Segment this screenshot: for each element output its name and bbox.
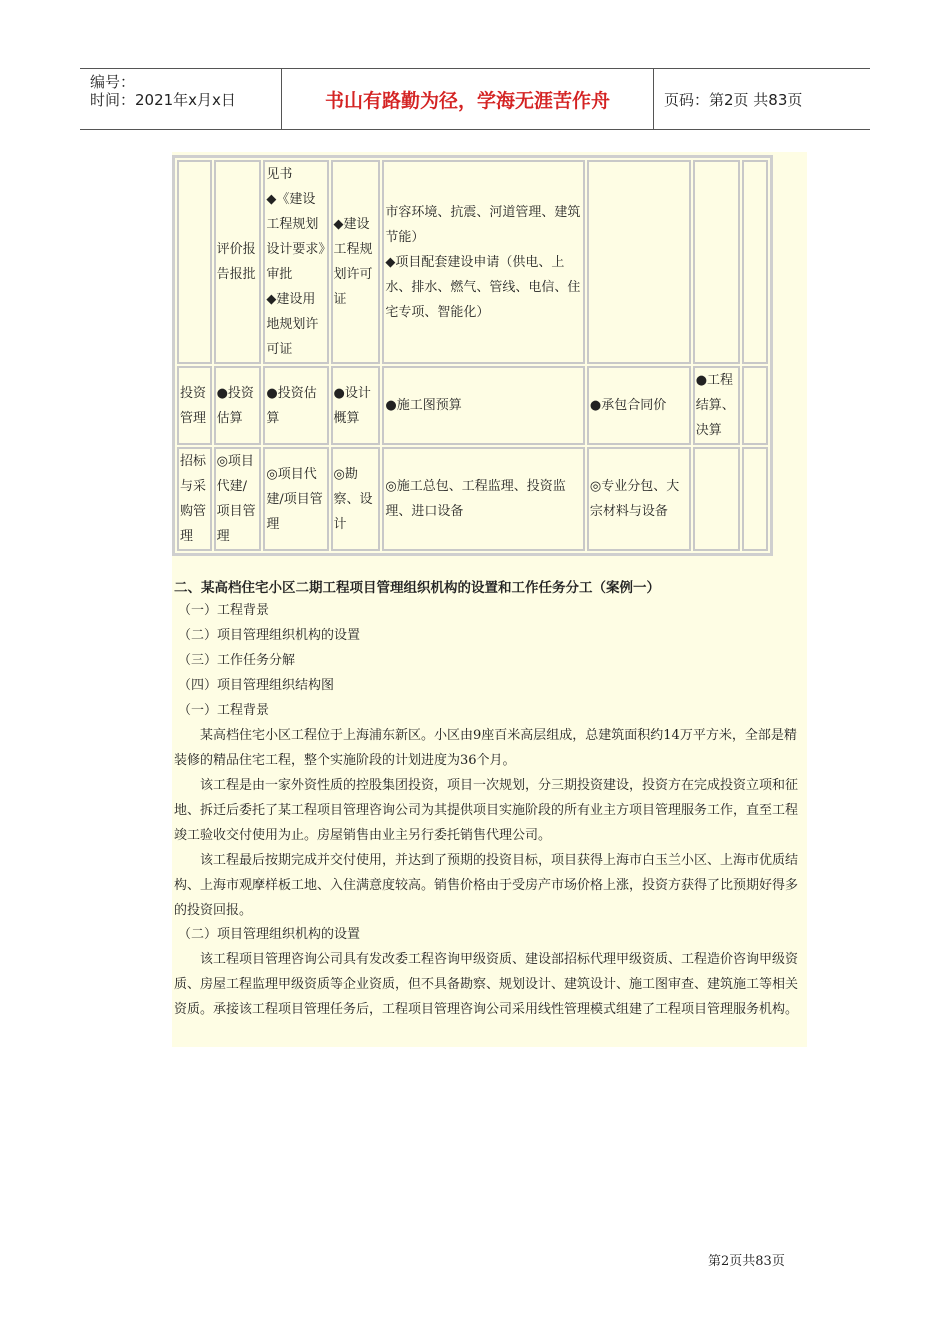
toc-item: （二）项目管理组织机构的设置 [178, 628, 361, 643]
table-cell [693, 160, 740, 364]
table-cell: 招标与采购管理 [177, 447, 212, 551]
paragraph: 该工程项目管理咨询公司具有发改委工程咨询甲级资质、建设部招标代理甲级资质、工程造价咨询甲级资质、房屋工程监理甲级资质等企业资质，但不具备勘察、规划设计、建筑设计、施工图审查、建筑施工等相关资质。承接该工程项目管理任务后，工程项目管理咨询公司采用线性管理模式组建了工程项目管理服务机构。 [174, 952, 799, 1017]
table-cell: 评价报告报批 [214, 160, 262, 364]
serial-label: 编号： [90, 73, 136, 91]
table-cell: ◎勘察、设计 [331, 447, 381, 551]
table-cell [742, 366, 769, 445]
table-row [177, 160, 768, 364]
table-cell [587, 160, 691, 364]
table-cell: ◎专业分包、大宗材料与设备 [587, 447, 691, 551]
subsection-heading: （二）项目管理组织机构的设置 [178, 927, 361, 942]
header-meta [80, 69, 282, 129]
table-cell: ●工程结算、决算 [693, 366, 740, 445]
table-row [177, 447, 768, 551]
table-cell: 市容环境、抗震、河道管理、建筑节能） ◆项目配套建设申请（供电、上水、排水、燃气、管线、电信、住宅专项、智能化） [382, 160, 585, 364]
footer-page-number: 第2页共83页 [708, 1254, 785, 1269]
table-cell: ●设计概算 [331, 366, 381, 445]
header-page-cell [654, 69, 870, 129]
toc-item: （四）项目管理组织结构图 [178, 678, 335, 693]
table-cell: 投资管理 [177, 366, 212, 445]
time-label: 时间：2021年x月x日 [90, 91, 236, 109]
table-cell [693, 447, 740, 551]
toc-item: （一）工程背景 [178, 603, 270, 618]
table-cell: ●施工图预算 [382, 366, 585, 445]
toc-item: （三）工作任务分解 [178, 653, 296, 668]
table-cell [177, 160, 212, 364]
table-cell: ●投资估算 [263, 366, 328, 445]
paragraph: 某高档住宅小区工程位于上海浦东新区。小区由9座百米高层组成，总建筑面积约14万平方米，全部是精装修的精品住宅工程，整个实施阶段的计划进度为36个月。 [174, 728, 797, 768]
process-table [172, 155, 773, 556]
table-cell: ●承包合同价 [587, 366, 691, 445]
paragraph: 该工程是由一家外资性质的控股集团投资，项目一次规划，分三期投资建设，投资方在完成投资立项和征地、拆迁后委托了某工程项目管理咨询公司为其提供项目实施阶段的所有业主方项目管理服务工作，直至工程竣工验收交付使用为止。房屋销售由业主另行委托销售代理公司。 [174, 778, 799, 843]
page-header [80, 68, 870, 130]
section-title: 二、某高档住宅小区二期工程项目管理组织机构的设置和工作任务分工（案例一） [174, 580, 660, 596]
table-cell: ◎施工总包、工程监理、投资监理、进口设备 [382, 447, 585, 551]
header-motto: 书山有路勤为径，学海无涯苦作舟 [324, 90, 610, 112]
table-cell: ◎项目代建/项目管理 [263, 447, 328, 551]
paragraph: 该工程最后按期完成并交付使用，并达到了预期的投资目标，项目获得上海市白玉兰小区、上海市优质结构、上海市观摩样板工地、入住满意度较高。销售价格由于受房产市场价格上涨，投资方获得了比预期好得多的投资回报。 [174, 853, 799, 918]
table-cell [742, 447, 769, 551]
table-cell: 见书 ◆《建设工程规划设计要求》审批 ◆建设用地规划许可证 [263, 160, 328, 364]
table-cell: ◆建设工程规划许可证 [331, 160, 381, 364]
table-cell: ◎项目代建/项目管理 [214, 447, 262, 551]
table-row [177, 366, 768, 445]
header-motto-cell [282, 69, 654, 129]
subsection-heading: （一）工程背景 [178, 703, 270, 718]
table-cell [742, 160, 769, 364]
header-page-info: 页码：第2页 共83页 [664, 91, 803, 109]
table-cell: ●投资估算 [214, 366, 262, 445]
